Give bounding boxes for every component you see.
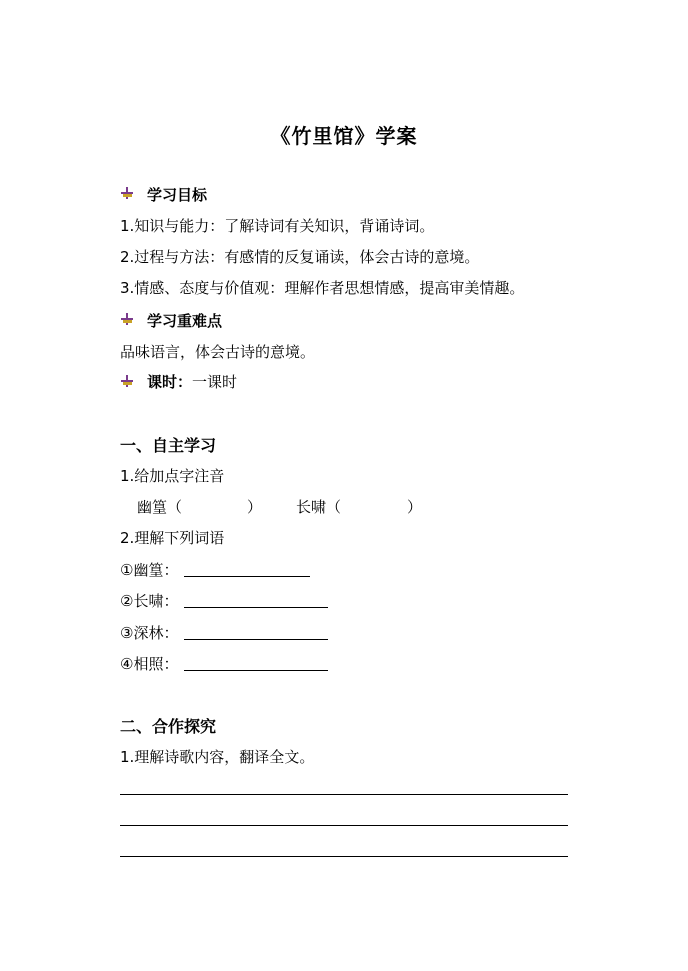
answer-line[interactable] xyxy=(184,576,310,577)
term-3: ③深林： xyxy=(120,624,179,642)
answer-line[interactable] xyxy=(120,856,568,857)
term-1: ①幽篁： xyxy=(120,561,179,579)
goal-item-3: 3.情感、态度与价值观：理解作者思想情感，提高审美情趣。 xyxy=(120,279,525,297)
section1-q1: 1.给加点字注音 xyxy=(120,467,225,485)
term-4: ④相照： xyxy=(120,655,179,673)
pinyin-a-close: ） xyxy=(247,498,263,516)
goal-item-1: 1.知识与能力：了解诗词有关知识，背诵诗词。 xyxy=(120,217,435,235)
difficulty-text: 品味语言，体会古诗的意境。 xyxy=(120,343,316,361)
answer-line[interactable] xyxy=(120,794,568,795)
answer-line[interactable] xyxy=(184,607,328,608)
period-value: 一课时 xyxy=(192,373,238,391)
pinyin-b-close: ） xyxy=(407,498,423,516)
bullet-icon xyxy=(120,374,134,388)
pinyin-a-open: 幽篁（ xyxy=(137,498,183,516)
answer-line[interactable] xyxy=(184,670,328,671)
section2-q1: 1.理解诗歌内容，翻译全文。 xyxy=(120,748,315,766)
goals-heading: 学习目标 xyxy=(147,186,208,204)
difficulty-heading: 学习重难点 xyxy=(147,312,223,330)
period-label: 课时： xyxy=(147,373,193,391)
goal-item-2: 2.过程与方法：有感情的反复诵读，体会古诗的意境。 xyxy=(120,248,480,266)
bullet-icon xyxy=(120,186,134,200)
page-title: 《竹里馆》学案 xyxy=(270,124,418,148)
bullet-icon xyxy=(120,312,134,326)
section1-q2: 2.理解下列词语 xyxy=(120,529,225,547)
answer-line[interactable] xyxy=(120,825,568,826)
answer-line[interactable] xyxy=(184,639,328,640)
term-2: ②长啸： xyxy=(120,592,179,610)
period-line xyxy=(147,371,237,392)
section2-heading: 二、合作探究 xyxy=(120,717,217,736)
section1-heading: 一、自主学习 xyxy=(120,436,217,455)
pinyin-b-open: 长啸（ xyxy=(296,498,342,516)
